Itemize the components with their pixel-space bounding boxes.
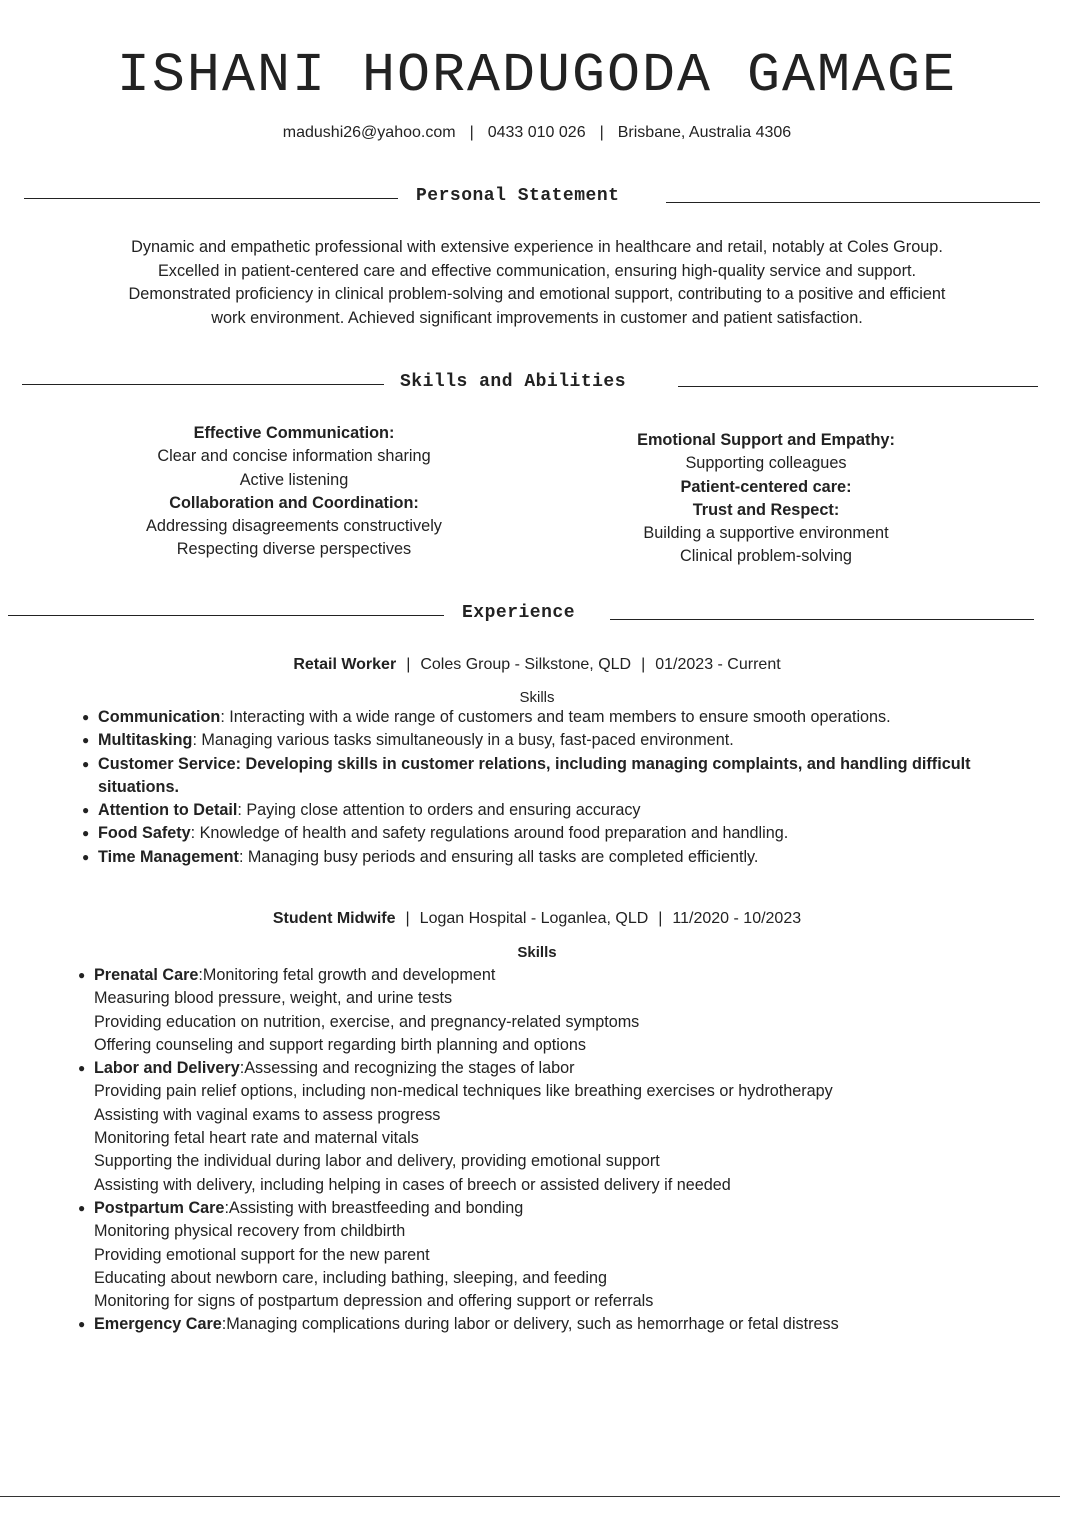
job-company: Coles Group - Silkstone, QLD	[420, 656, 632, 673]
contact-line	[0, 124, 1074, 142]
bullet-icon: ●	[78, 1317, 86, 1332]
bullet-text: : Managing various tasks simultaneously in a busy, fast-paced environment.	[192, 731, 734, 750]
bullet-label: Attention to Detail	[98, 801, 238, 820]
bullet-icon: ●	[78, 1200, 86, 1215]
bullet-continuation: Offering counseling and support regarding birth planning and options	[94, 1035, 586, 1054]
bullet-text: : Paying close attention to orders and ensuring accuracy	[237, 801, 641, 820]
bullet-icon: ●	[82, 733, 90, 748]
bullet-text: :Assisting with breastfeeding and bonding	[224, 1198, 524, 1217]
list-item	[82, 846, 982, 869]
skill-item: Active listening	[239, 470, 349, 489]
job-dates: 01/2023 - Current	[655, 656, 781, 673]
job-company: Logan Hospital - Loganlea, QLD	[419, 910, 649, 927]
bullet-text: : Managing busy periods and ensuring all tasks are completed efficiently.	[238, 847, 759, 866]
separator: |	[658, 910, 663, 927]
bullet-continuation: Monitoring for signs of postpartum depression and offering support or referrals	[94, 1292, 654, 1311]
bullet-continuation: Educating about newborn care, including bathing, sleeping, and feeding	[94, 1268, 607, 1287]
bullet-label: Postpartum Care	[94, 1198, 225, 1217]
divider	[8, 615, 444, 616]
list-item	[78, 1197, 978, 1220]
divider	[610, 619, 1034, 620]
divider	[666, 202, 1040, 203]
phone[interactable]: 0433 010 026	[487, 124, 586, 141]
bullet-label: Time Management	[98, 847, 239, 866]
list-item	[82, 729, 982, 752]
section-title: Skills and Abilities	[400, 372, 627, 392]
statement-line: Dynamic and empathetic professional with extensive experience in healthcare and retail, notably at Coles Group.	[131, 238, 943, 256]
skill-heading: Patient-centered care:	[680, 477, 852, 496]
section-title: Experience	[462, 603, 576, 623]
bullet-continuation: Measuring blood pressure, weight, and urine tests	[94, 989, 453, 1008]
bullet-label: Prenatal Care	[94, 966, 199, 984]
bullet-icon: ●	[82, 803, 90, 818]
bullet-label: Emergency Care	[94, 1315, 222, 1334]
email[interactable]: madushi26@yahoo.com	[282, 124, 456, 141]
job-role: Retail Worker	[293, 656, 397, 673]
separator: |	[599, 124, 604, 141]
section-title: Personal Statement	[416, 186, 620, 206]
bullet-continuation: Supporting the individual during labor and delivery, providing emotional support	[94, 1152, 660, 1171]
bullet-text: :Monitoring fetal growth and development	[198, 966, 496, 984]
section-skills	[0, 372, 1074, 396]
bullet-continuation: Providing emotional support for the new parent	[94, 1245, 430, 1264]
list-item	[82, 753, 982, 800]
bullet-icon: ●	[82, 710, 90, 724]
location: Brisbane, Australia 4306	[617, 124, 792, 141]
statement-line: work environment. Achieved significant improvements in customer and patient satisfaction.	[211, 308, 863, 327]
bullet-continuation: Monitoring physical recovery from childbirth	[94, 1222, 406, 1241]
job-header	[0, 910, 1074, 928]
bullet-label: Multitasking	[98, 731, 193, 750]
list-item	[78, 964, 978, 987]
job-role: Student Midwife	[272, 910, 396, 927]
bullet-text: : Knowledge of health and safety regulations around food preparation and handling.	[190, 824, 789, 843]
divider	[24, 198, 398, 199]
job-bullets	[78, 964, 978, 1337]
section-experience	[0, 603, 1074, 627]
bullet-icon: ●	[78, 1061, 86, 1076]
separator: |	[405, 910, 410, 927]
bullet-label: Communication	[98, 708, 221, 726]
bullet-continuation: Assisting with vaginal exams to assess progress	[94, 1105, 441, 1124]
list-item	[82, 706, 982, 729]
separator: |	[469, 124, 474, 141]
job-bullets	[82, 706, 982, 869]
bullet-label: Customer Service: Developing skills in customer relations, including managing complaints, and handling difficult situations.	[98, 754, 971, 796]
bullet-text: :Assessing and recognizing the stages of labor	[239, 1059, 575, 1078]
bullet-text: :Managing complications during labor or delivery, such as hemorrhage or fetal distress	[221, 1315, 839, 1334]
bullet-continuation: Providing pain relief options, including non-medical techniques like breathing exercises or hydrotherapy	[94, 1082, 833, 1101]
job-skills-label: Skills	[517, 944, 557, 961]
bullet-icon: ●	[82, 756, 90, 771]
skill-item: Supporting colleagues	[685, 454, 847, 473]
bullet-icon: ●	[82, 826, 90, 841]
skill-heading: Effective Communication:	[193, 424, 395, 442]
skill-item: Clear and concise information sharing	[157, 447, 431, 466]
bullet-continuation: Providing education on nutrition, exercise, and pregnancy-related symptoms	[94, 1012, 640, 1031]
list-item	[82, 822, 982, 845]
bullet-label: Food Safety	[98, 824, 191, 843]
page-bottom-divider	[0, 1496, 1060, 1497]
list-item	[78, 1313, 978, 1336]
divider	[678, 386, 1038, 387]
skill-item: Addressing disagreements constructively	[146, 517, 442, 536]
job-skills-label: Skills	[519, 689, 555, 706]
job-dates: 11/2020 - 10/2023	[672, 910, 802, 927]
list-item	[78, 1057, 978, 1080]
skill-item: Clinical problem-solving	[680, 547, 852, 566]
skill-heading: Trust and Respect:	[692, 500, 840, 519]
skill-heading: Emotional Support and Empathy:	[637, 431, 895, 449]
statement-line: Demonstrated proficiency in clinical problem-solving and emotional support, contributing to a positive and efficient	[128, 285, 946, 303]
skill-item: Respecting diverse perspectives	[176, 540, 412, 559]
skills-right-column	[586, 429, 946, 569]
statement-line: Excelled in patient-centered care and effective communication, ensuring high-quality service and support.	[157, 261, 917, 280]
candidate-name: ISHANI HORADUGODA GAMAGE	[116, 44, 958, 107]
personal-statement	[60, 236, 1014, 330]
bullet-continuation: Assisting with delivery, including helping in cases of breech or assisted delivery if needed	[94, 1175, 731, 1194]
section-personal-statement	[0, 186, 1074, 210]
separator: |	[641, 656, 646, 673]
list-item	[82, 799, 982, 822]
skill-heading: Collaboration and Coordination:	[169, 493, 419, 512]
bullet-text: : Interacting with a wide range of customers and team members to ensure smooth operations.	[220, 708, 891, 726]
job-header	[0, 656, 1074, 674]
divider	[22, 384, 384, 385]
skill-item: Building a supportive environment	[643, 524, 889, 543]
separator: |	[406, 656, 411, 673]
bullet-icon: ●	[78, 968, 86, 982]
skills-left-column	[114, 422, 474, 562]
bullet-label: Labor and Delivery	[94, 1059, 240, 1078]
bullet-icon: ●	[82, 849, 90, 864]
bullet-continuation: Monitoring fetal heart rate and maternal vitals	[94, 1129, 419, 1148]
